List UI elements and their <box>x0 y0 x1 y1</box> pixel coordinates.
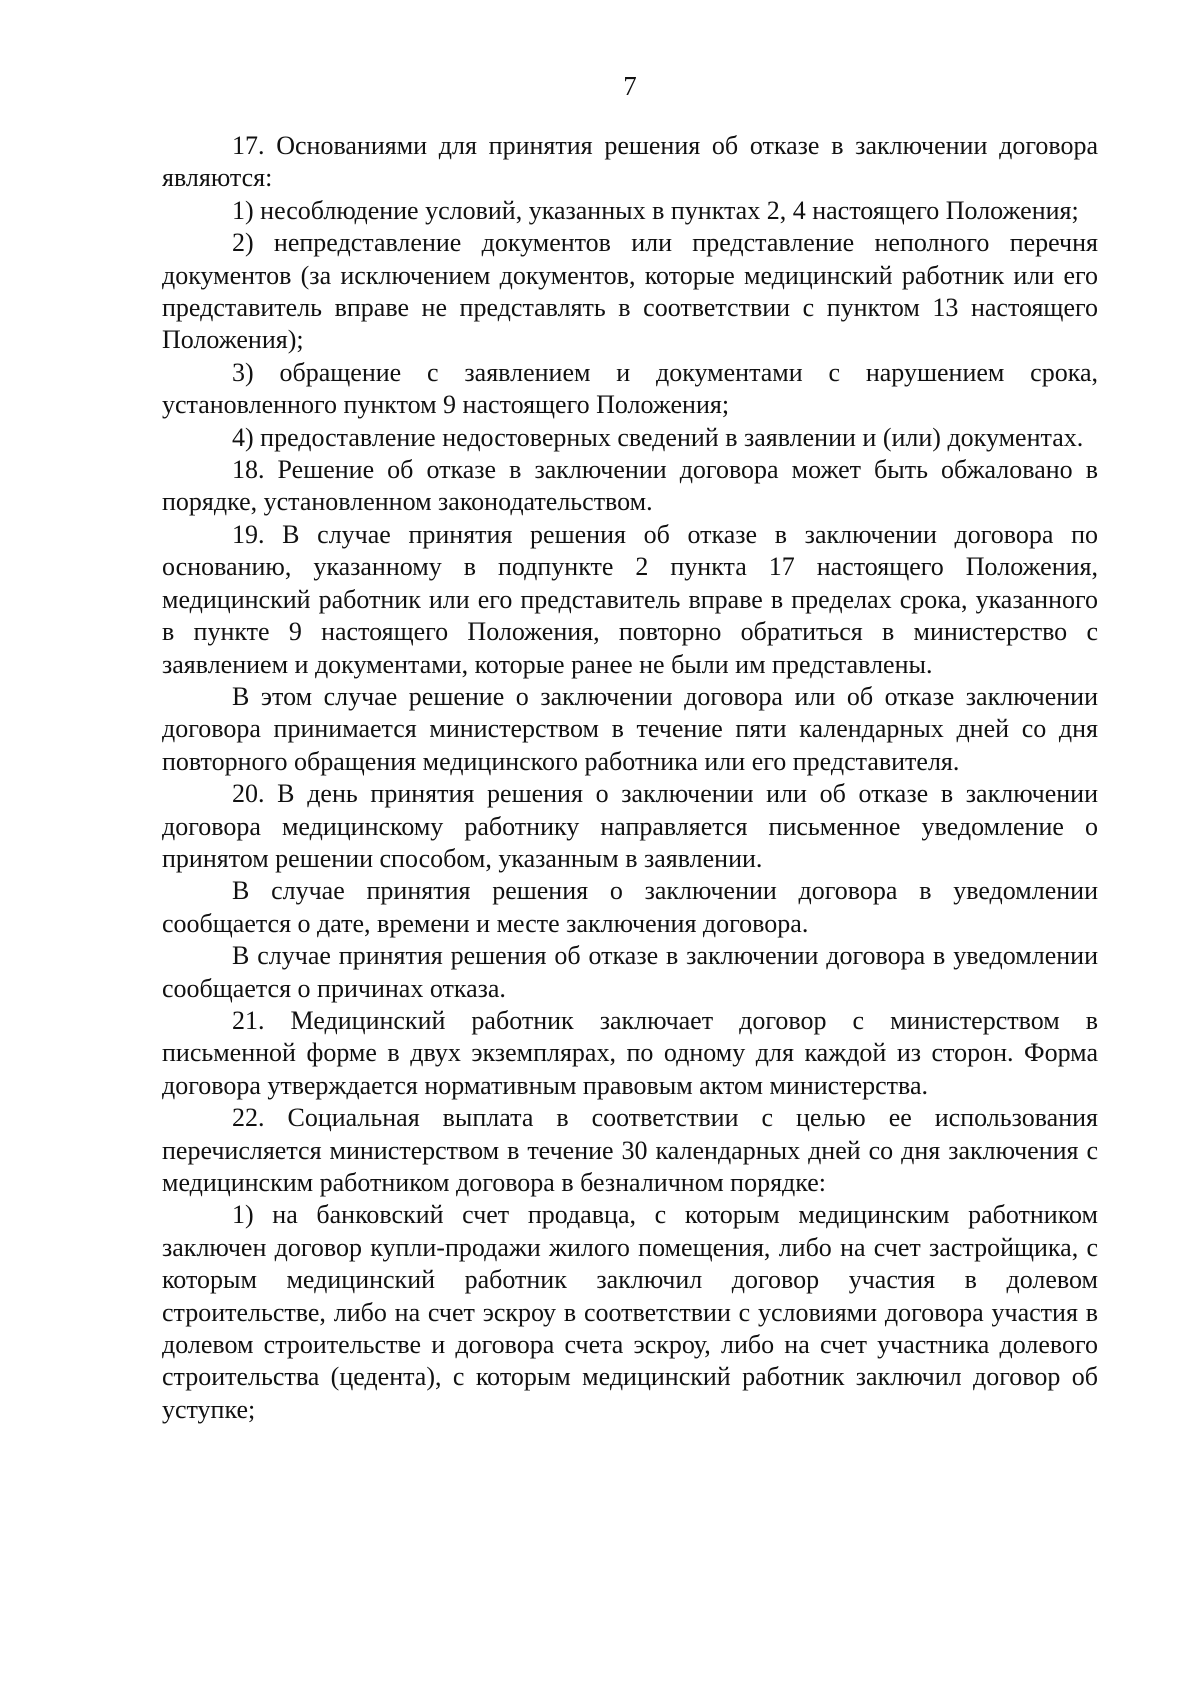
paragraph-19-continuation: В этом случае решение о заключении договора или об отказе заключении договора принимается министерством в течение пяти календарных дней со дня повторного обращения медицинского работника или его представителя. <box>162 681 1098 776</box>
paragraph-21: 21. Медицинский работник заключает договор с министерством в письменной форме в двух экземплярах, по одному для каждой из сторон. Форма договора утверждается нормативным правовым актом министерства. <box>162 1005 1098 1100</box>
paragraph-17-item-2: 2) непредставление документов или представление неполного перечня документов (за исключением документов, которые медицинский работник или его представитель вправе не представлять в соответствии с пунктом 13 настоящего Положения); <box>162 228 1098 355</box>
paragraph-22-item-1: 1) на банковский счет продавца, с которым медицинским работником заключен договор купли-продажи жилого помещения, либо на счет застройщика, с которым медицинский работник заключил договор участия в долевом строительстве, либо на счет эскроу в соответствии с условиями договора участия в долевом строительстве и договора счета эскроу, либо на счет участника долевого строительства (цедента), с которым медицинский работник заключил договор об уступке; <box>162 1200 1098 1424</box>
paragraph-18: 18. Решение об отказе в заключении договора может быть обжаловано в порядке, установленном законодательством. <box>162 455 1098 517</box>
paragraph-20-continuation-1: В случае принятия решения о заключении договора в уведомлении сообщается о дате, времени и месте заключения договора. <box>162 876 1098 938</box>
paragraph-17: 17. Основаниями для принятия решения об отказе в заключении договора являются: <box>162 131 1098 193</box>
paragraph-19: 19. В случае принятия решения об отказе в заключении договора по основанию, указанному в подпункте 2 пункта 17 настоящего Положения, медицинский работник или его представитель вправе в пределах срока, указанного в пункте 9 настоящего Положения, повторно обратиться в министерство с заявлением и документами, которые ранее не были им представлены. <box>162 519 1098 679</box>
page-number: 7 <box>623 71 637 101</box>
paragraph-17-item-1: 1) несоблюдение условий, указанных в пунктах 2, 4 настоящего Положения; <box>232 195 1079 225</box>
paragraph-20: 20. В день принятия решения о заключении или об отказе в заключении договора медицинскому работнику направляется письменное уведомление о принятом решении способом, указанным в заявлении. <box>162 779 1098 873</box>
paragraph-17-item-3: 3) обращение с заявлением и документами с нарушением срока, установленного пунктом 9 настоящего Положения; <box>162 357 1098 420</box>
paragraph-22: 22. Социальная выплата в соответствии с целью ее использования перечисляется министерством в течение 30 календарных дней со дня заключения с медицинским работником договора в безналичном порядке: <box>162 1103 1098 1197</box>
paragraph-20-continuation-2: В случае принятия решения об отказе в заключении договора в уведомлении сообщается о причинах отказа. <box>162 941 1098 1003</box>
document-body <box>162 130 1098 1426</box>
paragraph-17-item-4: 4) предоставление недостоверных сведений в заявлении и (или) документах. <box>232 422 1084 452</box>
